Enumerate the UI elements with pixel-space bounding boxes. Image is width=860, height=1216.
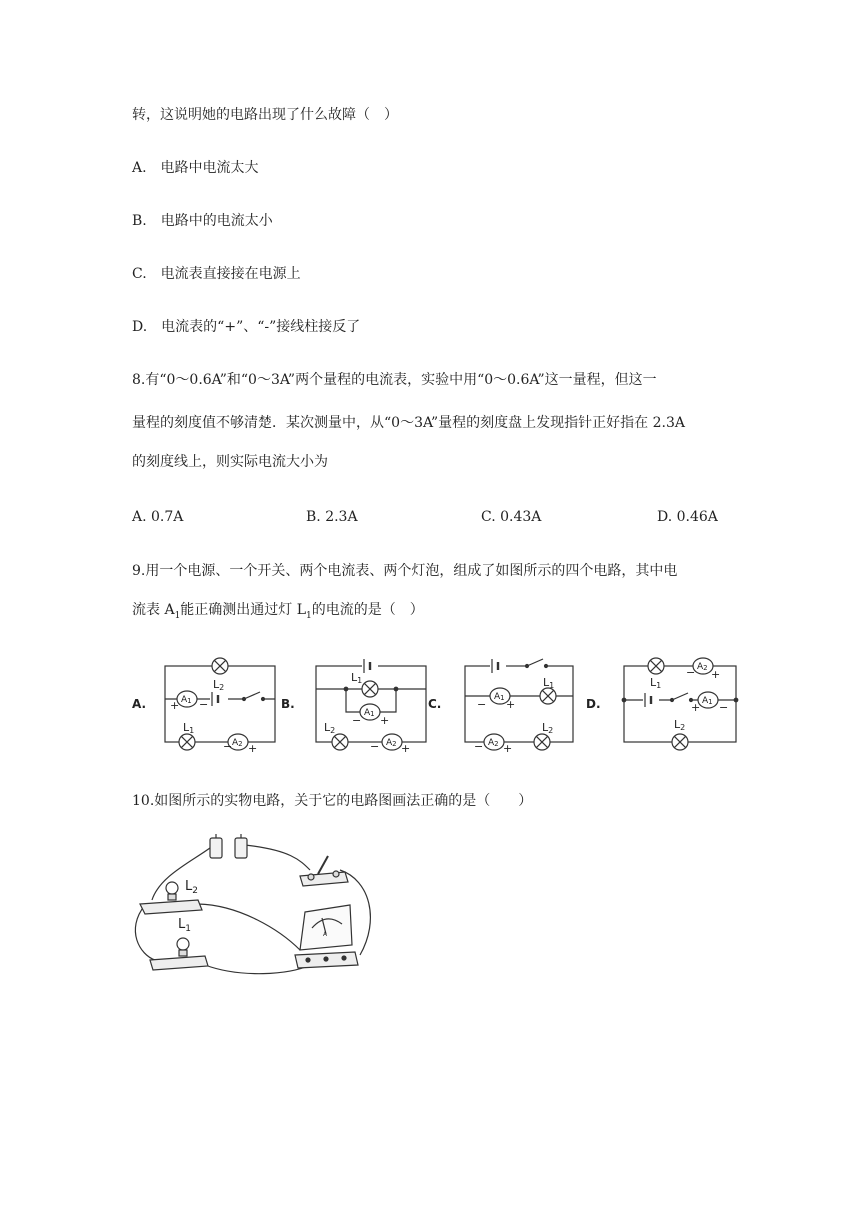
circuit-a-l2-letter: L [213, 678, 220, 691]
q10-meter-letter: A [323, 931, 328, 938]
battery-cell-1 [210, 838, 222, 858]
q9-sub-2: 1 [306, 610, 312, 621]
q8-stem-line-1: 8.有“0～0.6A”和“0～3A”两个量程的电流表，实验中用“0～0.6A”这一量程，但这一 [132, 372, 657, 388]
q7-option-c[interactable]: C. 电流表直接接在电源上 [132, 266, 301, 282]
circuit-d-a1-letter: A [702, 696, 709, 706]
circuit-c-a2-letter: A [488, 738, 495, 748]
q10-l2-label [185, 879, 198, 896]
circuit-a-l1-sub: 1 [189, 726, 195, 735]
q7-option-a[interactable]: A. 电路中电流太大 [132, 160, 259, 176]
q10-l2-letter: L [185, 879, 193, 894]
l2-socket [168, 894, 176, 900]
circuit-a-a2-plus: + [248, 742, 258, 755]
circuit-c-a1-letter: A [494, 692, 501, 702]
circuit-b-a1-plus: + [380, 714, 390, 727]
circuit-b-l1-letter: L [351, 671, 358, 684]
wire-l2-to-meter [198, 904, 300, 950]
q8-stem-line-2: 量程的刻度值不够清楚．某次测量中，从“0～3A”量程的刻度盘上发现指针正好指在 2.3A [132, 415, 686, 431]
circuit-a-a2-minus: − [223, 740, 233, 753]
circuit-d-a2-plus: + [711, 668, 721, 681]
switch-terminal-left [308, 874, 314, 880]
circuit-c-a2-label [488, 738, 499, 748]
q9-stem-line-1: 9.用一个电源、一个开关、两个电流表、两个灯泡，组成了如图所示的四个电路，其中电 [132, 563, 678, 579]
wire-battery-to-l2 [152, 845, 214, 900]
switch-lever [318, 856, 328, 874]
circuit-c-l1-sub: 1 [549, 681, 555, 690]
q9-text-part-3: 的电流的是（ ） [311, 602, 424, 618]
circuit-b-l1-sub: 1 [357, 676, 363, 685]
q9-text-part-2: 能正确测出通过灯 L [180, 602, 307, 618]
circuit-d-a1-plus: + [691, 701, 701, 714]
ammeter-terminal-1 [306, 958, 310, 962]
circuit-a-a1-label [181, 695, 192, 705]
circuit-b-a2-letter: A [386, 738, 393, 748]
circuit-b-a1-minus: − [352, 714, 362, 727]
circuit-b-a2-plus: + [401, 742, 411, 755]
q10-l1-label [178, 917, 191, 934]
circuit-d-l2-label [674, 718, 685, 732]
circuit-d-a2-letter: A [697, 662, 704, 672]
q10-physical-circuit [135, 834, 370, 974]
circuit-a-a1-letter: A [181, 695, 188, 705]
circuit-d-a2-label [697, 662, 708, 672]
circuit-c-l2-sub: 2 [548, 726, 554, 735]
circuit-a-a2-label [232, 738, 243, 748]
circuit-a-a2-letter: A [232, 738, 239, 748]
q10-l1-sub: 1 [185, 924, 191, 934]
circuit-c-letter: C. [428, 697, 442, 711]
circuit-a-letter: A. [132, 697, 147, 711]
circuit-c-l2-label [542, 721, 553, 735]
circuit-c-a1-minus: − [477, 698, 487, 711]
circuit-b-l1-label [351, 671, 362, 685]
circuit-a-l2-label [213, 678, 224, 692]
switch-terminal-right [333, 871, 339, 877]
circuit-a-l1-letter: L [183, 721, 190, 734]
circuit-a-switch-contact [262, 698, 265, 701]
q8-stem-line-3: 的刻度线上，则实际电流大小为 [132, 454, 328, 470]
circuit-c-a2-sub: 2 [494, 740, 499, 748]
circuit-c-l1-letter: L [543, 676, 550, 689]
circuit-d-node-left [622, 698, 626, 702]
circuit-d-l2-letter: L [674, 718, 681, 731]
q8-option-b[interactable]: B. 2.3A [306, 509, 358, 525]
circuit-d-a1-minus: − [719, 701, 729, 714]
circuit-a-switch-pivot [243, 698, 246, 701]
circuit-b-a1-letter: A [364, 708, 371, 718]
circuit-b-a2-sub: 2 [392, 740, 397, 748]
wire-l1-to-meter [205, 965, 310, 974]
q7-stem: 转，这说明她的电路出现了什么故障（ ） [132, 107, 398, 123]
q9-text-part-1: 流表 A [132, 602, 175, 618]
circuit-a-a2-sub: 2 [238, 740, 243, 748]
circuit-b-a2-minus: − [370, 740, 380, 753]
circuit-d-l1-letter: L [650, 676, 657, 689]
circuit-d-letter: D. [586, 697, 601, 711]
circuit-d-l2-sub: 2 [680, 723, 686, 732]
circuit-d-a2-minus: − [686, 666, 696, 679]
circuit-a-l1-label [183, 721, 194, 735]
circuit-b-a1-label [364, 708, 375, 718]
circuit-b-a1-sub: 1 [370, 710, 375, 718]
q7-option-d[interactable]: D. 电流表的“+”、“-”接线柱接反了 [132, 319, 361, 335]
circuit-c-a1-sub: 1 [500, 694, 505, 702]
circuit-c-a1-label [494, 692, 505, 702]
ammeter-body [300, 905, 352, 950]
circuit-d-l1-label [650, 676, 661, 690]
ammeter-terminal-2 [324, 957, 328, 961]
circuit-c-a2-minus: − [474, 740, 484, 753]
circuit-b-a2-label [386, 738, 397, 748]
q8-option-c[interactable]: C. 0.43A [481, 509, 542, 525]
battery-cell-2 [235, 838, 247, 858]
circuit-c-l1-label [543, 676, 554, 690]
l2-bulb [166, 882, 178, 894]
circuit-c-a1-plus: + [506, 698, 516, 711]
circuit-b-l2-letter: L [324, 721, 331, 734]
l1-bulb [177, 938, 189, 950]
circuit-b-l2-sub: 2 [330, 726, 336, 735]
circuit-c-a2-plus: + [503, 742, 513, 755]
circuit-b-letter: B. [281, 697, 295, 711]
circuit-d-switch-pivot [671, 699, 674, 702]
circuit-d-node-right [734, 698, 738, 702]
ammeter-terminal-3 [342, 956, 346, 960]
q10-l2-sub: 2 [192, 886, 198, 896]
q10-l1-letter: L [178, 917, 186, 932]
circuit-a-l2-sub: 2 [219, 683, 225, 692]
l1-base [150, 956, 208, 970]
circuit-d-a1-label [702, 696, 713, 706]
wire-battery-to-switch [245, 845, 310, 870]
circuit-d-l1-sub: 1 [656, 681, 662, 690]
circuit-a-a1-plus: + [170, 699, 180, 712]
switch-base [300, 872, 348, 886]
circuit-a-a1-sub: 1 [187, 697, 192, 705]
l2-base [140, 900, 202, 914]
q9-sub-1: 1 [174, 610, 181, 621]
q8-option-d[interactable]: D. 0.46A [657, 509, 718, 525]
circuit-c-switch-pivot [526, 665, 529, 668]
circuit-b-l2-label [324, 721, 335, 735]
circuit-a-a1-minus: − [199, 698, 209, 711]
q10-stem: 10.如图所示的实物电路，关于它的电路图画法正确的是（ ） [132, 793, 533, 809]
q7-option-b[interactable]: B. 电路中的电流太小 [132, 213, 273, 229]
circuit-c-l2-letter: L [542, 721, 549, 734]
circuit-b[interactable] [316, 658, 426, 750]
l1-socket [179, 950, 187, 956]
circuit-c-switch-contact [545, 665, 548, 668]
q8-option-a[interactable]: A. 0.7A [132, 509, 184, 525]
circuit-d-a2-sub: 2 [703, 664, 708, 672]
circuit-d-a1-sub: 1 [708, 698, 713, 706]
